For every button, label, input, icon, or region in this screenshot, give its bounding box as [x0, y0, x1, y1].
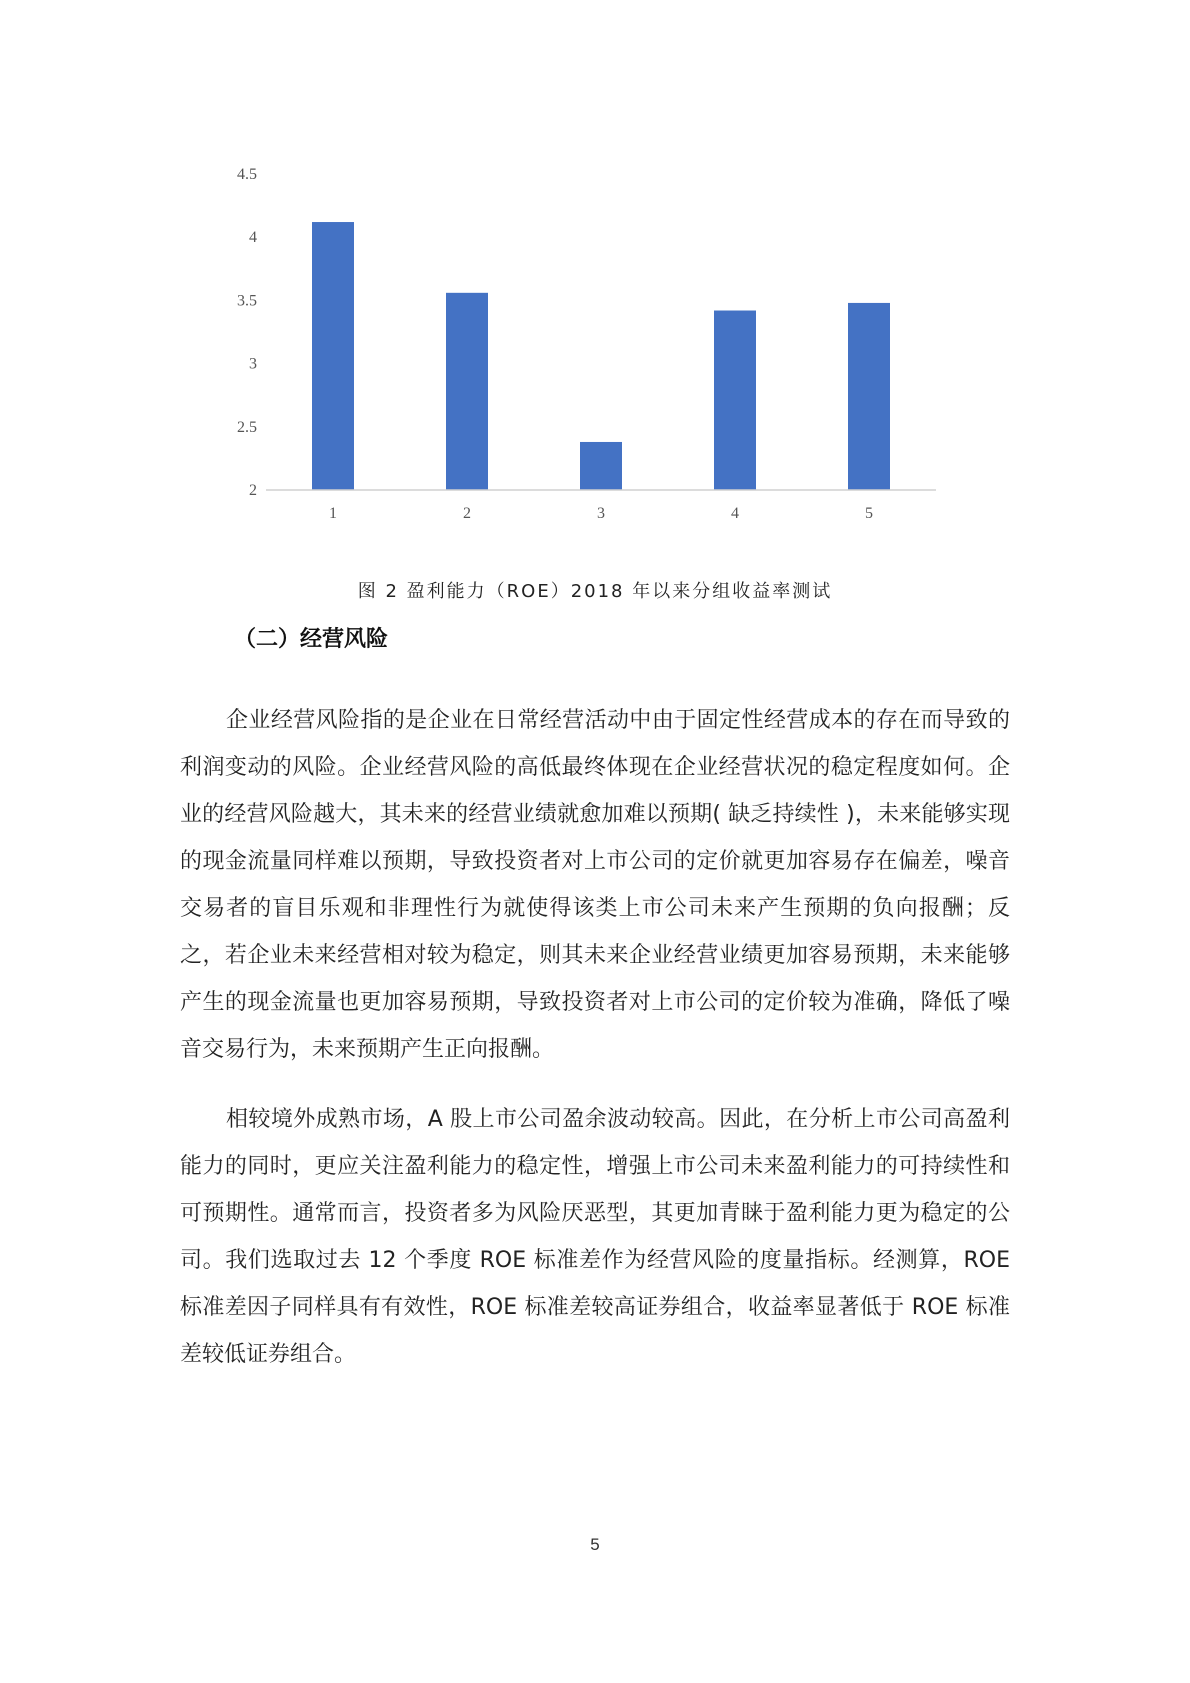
bar-5 — [848, 303, 890, 490]
page-number: 5 — [590, 1535, 600, 1554]
x-tick-label: 2 — [463, 505, 471, 522]
x-tick-label: 3 — [597, 505, 605, 522]
bar-chart — [0, 0, 1190, 560]
bar-3 — [580, 442, 622, 490]
body-paragraph: 企业经营风险指的是企业在日常经营活动中由于固定性经营成本的存在而导致的利润变动的风险。企业经营风险的高低最终体现在企业经营状况的稳定程度如何。企业的经营风险越大，其未来的经营业绩就愈加难以预期( 缺乏持续性 )，未来能够实现的现金流量同样难以预期，导致投资者对上市公司的定价就更加容易存在偏差，噪音交易者的盲目乐观和非理性行为就使得该类上市公司未来产生预期的负向报酬；反之，若企业未来经营相对较为稳定，则其未来企业经营业绩更加容易预期，未来能够产生的现金流量也更加容易预期，导致投资者对上市公司的定价较为准确，降低了噪音交易行为，未来预期产生正向报酬。 — [180, 708, 1010, 1062]
section-heading: （二）经营风险 — [234, 627, 389, 652]
bar-4 — [714, 311, 756, 490]
bar-1 — [312, 222, 354, 490]
bars — [312, 222, 890, 490]
y-tick-label: 2 — [249, 482, 257, 499]
x-tick-label: 1 — [329, 505, 337, 522]
y-tick-label: 4.5 — [237, 166, 257, 183]
y-tick-label: 3.5 — [237, 292, 257, 310]
x-tick-label: 4 — [731, 505, 739, 522]
y-tick-label: 3 — [249, 355, 257, 373]
y-axis — [237, 166, 257, 499]
body-paragraph: 相较境外成熟市场，A 股上市公司盈余波动较高。因此，在分析上市公司高盈利能力的同时，更应关注盈利能力的稳定性，增强上市公司未来盈利能力的可持续性和可预期性。通常而言，投资者多为风险厌恶型，其更加青睐于盈利能力更为稳定的公司。我们选取过去 12 个季度 ROE 标准差作为经营风险的度量指标。经测算，ROE 标准差因子同样具有有效性，ROE 标准差较高证券组合，收益率显著低于 ROE 标准差较低证券组合。 — [180, 1107, 1010, 1367]
y-tick-label: 2.5 — [237, 418, 257, 436]
x-tick-label: 5 — [865, 505, 873, 522]
bar-2 — [446, 293, 488, 490]
x-axis — [329, 505, 873, 522]
y-tick-label: 4 — [249, 229, 257, 247]
figure-caption: 图 2 盈利能力（ROE）2018 年以来分组收益率测试 — [357, 581, 833, 602]
